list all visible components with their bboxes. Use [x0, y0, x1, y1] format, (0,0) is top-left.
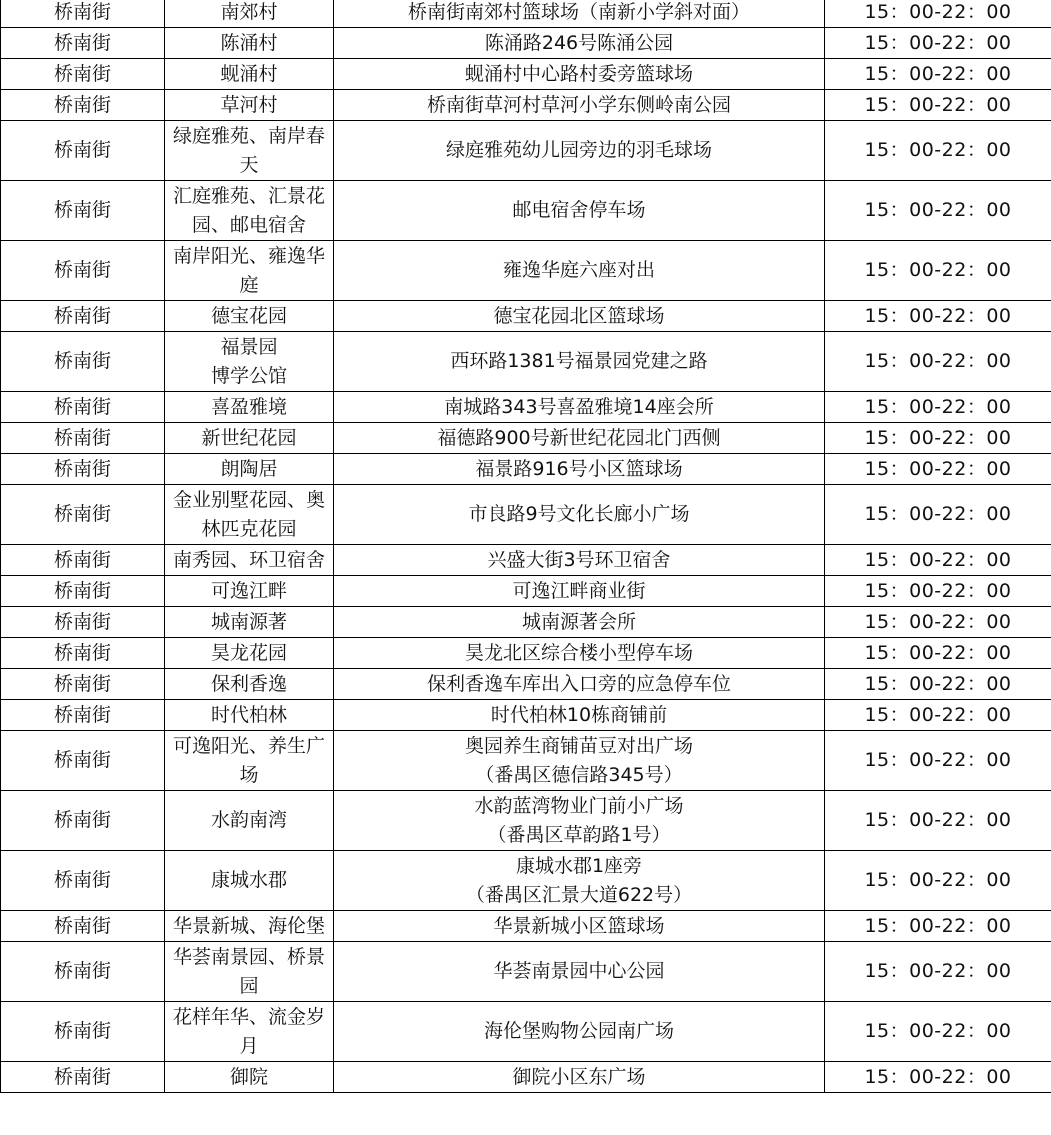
table-row [1, 700, 1051, 731]
community-cell: 时代柏林 [165, 700, 334, 731]
table-row [1, 911, 1051, 942]
community-cell: 花样年华、流金岁月 [165, 1002, 334, 1062]
community-cell: 陈涌村 [165, 28, 334, 59]
table-row [1, 181, 1051, 241]
community-cell: 南郊村 [165, 0, 334, 28]
table-row [1, 301, 1051, 332]
address-cell: 华荟南景园中心公园 [334, 942, 825, 1002]
address-cell: 西环路1381号福景园党建之路 [334, 332, 825, 392]
address-cell: 蚬涌村中心路村委旁篮球场 [334, 59, 825, 90]
street-cell: 桥南街 [1, 28, 165, 59]
table-row [1, 576, 1051, 607]
address-cell: 昊龙北区综合楼小型停车场 [334, 638, 825, 669]
table-row [1, 942, 1051, 1002]
street-cell: 桥南街 [1, 0, 165, 28]
street-cell: 桥南街 [1, 241, 165, 301]
table-row [1, 332, 1051, 392]
community-cell: 水韵南湾 [165, 791, 334, 851]
street-cell: 桥南街 [1, 392, 165, 423]
community-cell: 南岸阳光、雍逸华庭 [165, 241, 334, 301]
time-cell: 15：00-22：00 [825, 28, 1051, 59]
time-cell: 15：00-22：00 [825, 669, 1051, 700]
address-cell: 可逸江畔商业街 [334, 576, 825, 607]
address-cell: 桥南街草河村草河小学东侧岭南公园 [334, 90, 825, 121]
street-cell: 桥南街 [1, 423, 165, 454]
community-cell: 康城水郡 [165, 851, 334, 911]
street-cell: 桥南街 [1, 669, 165, 700]
street-cell: 桥南街 [1, 791, 165, 851]
address-cell: 兴盛大街3号环卫宿舍 [334, 545, 825, 576]
address-cell: 时代柏林10栋商铺前 [334, 700, 825, 731]
time-cell: 15：00-22：00 [825, 911, 1051, 942]
time-cell: 15：00-22：00 [825, 454, 1051, 485]
street-cell: 桥南街 [1, 181, 165, 241]
table-row [1, 90, 1051, 121]
address-cell: 康城水郡1座旁 （番禺区汇景大道622号） [334, 851, 825, 911]
address-cell: 德宝花园北区篮球场 [334, 301, 825, 332]
street-cell: 桥南街 [1, 545, 165, 576]
community-cell: 福景园 博学公馆 [165, 332, 334, 392]
table-row [1, 0, 1051, 28]
time-cell: 15：00-22：00 [825, 181, 1051, 241]
street-cell: 桥南街 [1, 301, 165, 332]
community-cell: 可逸阳光、养生广场 [165, 731, 334, 791]
community-cell: 保利香逸 [165, 669, 334, 700]
community-cell: 新世纪花园 [165, 423, 334, 454]
address-cell: 福景路916号小区篮球场 [334, 454, 825, 485]
community-cell: 德宝花园 [165, 301, 334, 332]
address-cell: 御院小区东广场 [334, 1062, 825, 1093]
street-cell: 桥南街 [1, 59, 165, 90]
community-cell: 城南源著 [165, 607, 334, 638]
table-row [1, 121, 1051, 181]
time-cell: 15：00-22：00 [825, 576, 1051, 607]
community-cell: 喜盈雅境 [165, 392, 334, 423]
community-cell: 华荟南景园、桥景园 [165, 942, 334, 1002]
time-cell: 15：00-22：00 [825, 700, 1051, 731]
time-cell: 15：00-22：00 [825, 791, 1051, 851]
time-cell: 15：00-22：00 [825, 638, 1051, 669]
street-cell: 桥南街 [1, 911, 165, 942]
street-cell: 桥南街 [1, 700, 165, 731]
table-row [1, 241, 1051, 301]
address-cell: 水韵蓝湾物业门前小广场 （番禺区草韵路1号） [334, 791, 825, 851]
street-cell: 桥南街 [1, 485, 165, 545]
table-row [1, 454, 1051, 485]
address-cell: 华景新城小区篮球场 [334, 911, 825, 942]
street-cell: 桥南街 [1, 1002, 165, 1062]
time-cell: 15：00-22：00 [825, 392, 1051, 423]
community-cell: 汇庭雅苑、汇景花园、邮电宿舍 [165, 181, 334, 241]
community-cell: 草河村 [165, 90, 334, 121]
street-cell: 桥南街 [1, 607, 165, 638]
street-cell: 桥南街 [1, 121, 165, 181]
address-cell: 绿庭雅苑幼儿园旁边的羽毛球场 [334, 121, 825, 181]
community-cell: 昊龙花园 [165, 638, 334, 669]
street-cell: 桥南街 [1, 1062, 165, 1093]
time-cell: 15：00-22：00 [825, 1062, 1051, 1093]
time-cell: 15：00-22：00 [825, 90, 1051, 121]
address-cell: 桥南街南郊村篮球场（南新小学斜对面） [334, 0, 825, 28]
time-cell: 15：00-22：00 [825, 1002, 1051, 1062]
address-cell: 保利香逸车库出入口旁的应急停车位 [334, 669, 825, 700]
street-cell: 桥南街 [1, 731, 165, 791]
community-cell: 朗陶居 [165, 454, 334, 485]
time-cell: 15：00-22：00 [825, 241, 1051, 301]
time-cell: 15：00-22：00 [825, 942, 1051, 1002]
street-cell: 桥南街 [1, 851, 165, 911]
table-row [1, 485, 1051, 545]
table-row [1, 669, 1051, 700]
time-cell: 15：00-22：00 [825, 301, 1051, 332]
time-cell: 15：00-22：00 [825, 423, 1051, 454]
address-cell: 邮电宿舍停车场 [334, 181, 825, 241]
table-row [1, 851, 1051, 911]
table-row [1, 28, 1051, 59]
table-row [1, 423, 1051, 454]
table-row [1, 607, 1051, 638]
time-cell: 15：00-22：00 [825, 59, 1051, 90]
street-cell: 桥南街 [1, 576, 165, 607]
community-cell: 御院 [165, 1062, 334, 1093]
table-row [1, 59, 1051, 90]
street-cell: 桥南街 [1, 454, 165, 485]
table-row [1, 791, 1051, 851]
table-row [1, 545, 1051, 576]
address-cell: 陈涌路246号陈涌公园 [334, 28, 825, 59]
time-cell: 15：00-22：00 [825, 607, 1051, 638]
table-row [1, 392, 1051, 423]
table-row [1, 731, 1051, 791]
community-cell: 金业别墅花园、奥林匹克花园 [165, 485, 334, 545]
community-cell: 可逸江畔 [165, 576, 334, 607]
street-cell: 桥南街 [1, 942, 165, 1002]
time-cell: 15：00-22：00 [825, 332, 1051, 392]
community-cell: 南秀园、环卫宿舍 [165, 545, 334, 576]
table-row [1, 1002, 1051, 1062]
community-cell: 蚬涌村 [165, 59, 334, 90]
street-cell: 桥南街 [1, 638, 165, 669]
address-cell: 市良路9号文化长廊小广场 [334, 485, 825, 545]
address-cell: 奥园养生商铺苗豆对出广场 （番禺区德信路345号） [334, 731, 825, 791]
table-body [1, 0, 1051, 1093]
community-cell: 华景新城、海伦堡 [165, 911, 334, 942]
address-cell: 雍逸华庭六座对出 [334, 241, 825, 301]
address-cell: 城南源著会所 [334, 607, 825, 638]
time-cell: 15：00-22：00 [825, 121, 1051, 181]
community-cell: 绿庭雅苑、南岸春天 [165, 121, 334, 181]
time-cell: 15：00-22：00 [825, 485, 1051, 545]
table-row [1, 1062, 1051, 1093]
address-cell: 南城路343号喜盈雅境14座会所 [334, 392, 825, 423]
time-cell: 15：00-22：00 [825, 0, 1051, 28]
table-row [1, 638, 1051, 669]
street-cell: 桥南街 [1, 332, 165, 392]
address-cell: 福德路900号新世纪花园北门西侧 [334, 423, 825, 454]
time-cell: 15：00-22：00 [825, 851, 1051, 911]
time-cell: 15：00-22：00 [825, 545, 1051, 576]
address-cell: 海伦堡购物公园南广场 [334, 1002, 825, 1062]
time-cell: 15：00-22：00 [825, 731, 1051, 791]
street-cell: 桥南街 [1, 90, 165, 121]
